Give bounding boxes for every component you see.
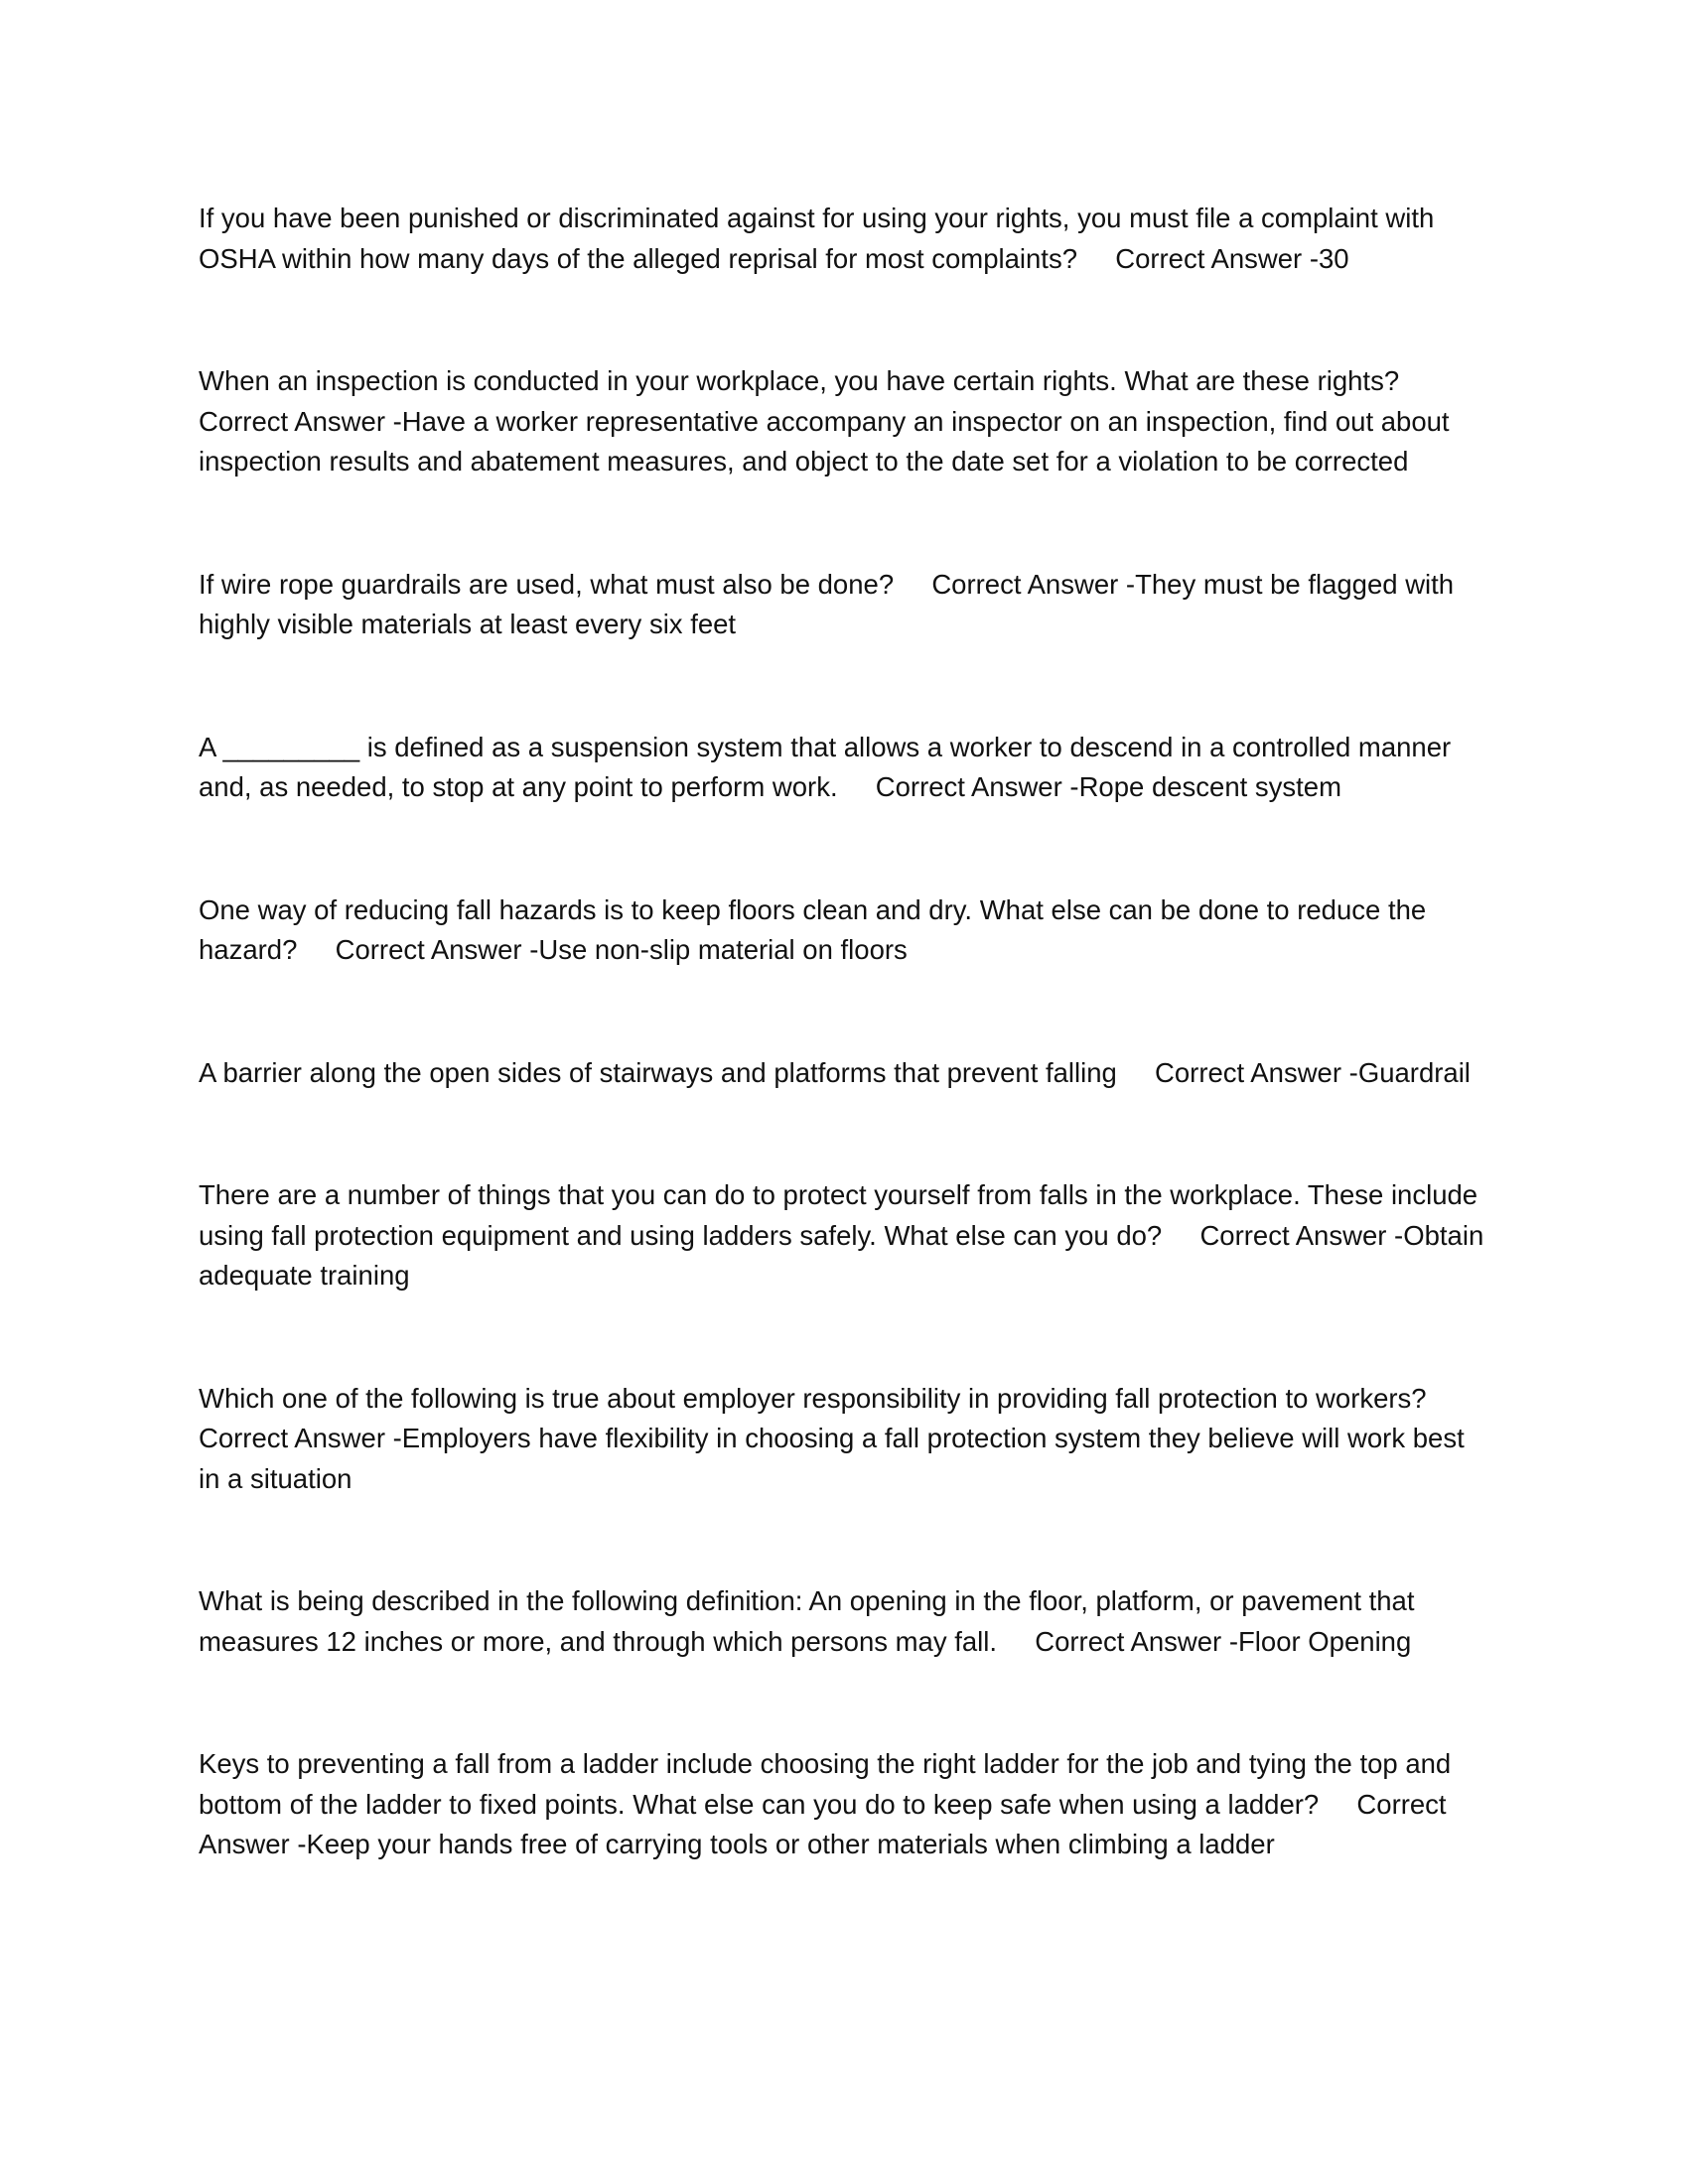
answer-text: Obtain adequate training — [199, 1219, 1491, 1291]
question-text: Which one of the following is true about employer responsibility in providing fall protection to workers? — [199, 1382, 1427, 1414]
qa-item — [199, 565, 1489, 645]
answer-text: Rope descent system — [1078, 771, 1341, 802]
answer-label: Correct Answer - — [1035, 1625, 1238, 1657]
answer-label: Correct Answer - — [199, 405, 402, 437]
question-text: If you have been punished or discriminated against for using your rights, you must file a complaint with OSHA within how many days of the alleged reprisal for most complaints? — [199, 203, 1442, 274]
question-text: There are a number of things that you can do to protect yourself from falls in the workplace. These include using fall protection equipment and using ladders safely. What else can you do? — [199, 1179, 1485, 1251]
question-text: When an inspection is conducted in your workplace, you have certain rights. What are these rights? — [199, 365, 1400, 396]
qa-item — [199, 1053, 1489, 1094]
answer-label: Correct Answer - — [1199, 1219, 1404, 1251]
question-text: Keys to preventing a fall from a ladder include choosing the right ladder for the job and tying the top and bottom of the ladder to fixed points. What else can you do to keep safe when using a ladder? — [199, 1748, 1459, 1820]
answer-label: Correct Answer - — [199, 1788, 1453, 1859]
qa-item — [199, 1744, 1489, 1865]
question-text: What is being described in the following definition: An opening in the floor, platform, or pavement that measures 12 inches or more, and through which persons may fall. — [199, 1585, 1423, 1657]
qa-item — [199, 728, 1489, 808]
answer-text: Guardrail — [1357, 1056, 1471, 1088]
question-text: A barrier along the open sides of stairways and platforms that prevent falling — [199, 1056, 1117, 1088]
answer-label: Correct Answer - — [875, 771, 1079, 802]
answer-label: Correct Answer - — [335, 934, 539, 965]
answer-text: Have a worker representative accompany an inspector on an inspection, find out about inspection results and abatement measures, and object to the date set for a violation to be corrected — [199, 405, 1458, 477]
qa-item — [199, 1175, 1489, 1297]
answer-text: They must be flagged with highly visible materials at least every six feet — [199, 568, 1462, 639]
qa-item — [199, 890, 1489, 971]
answer-text: Use non-slip material on floors — [538, 934, 908, 965]
answer-label: Correct Answer - — [931, 568, 1136, 600]
answer-label: Correct Answer - — [1115, 242, 1319, 274]
answer-text: Employers have flexibility in choosing a fall protection system they believe will work best in a situation — [199, 1423, 1473, 1494]
question-text: If wire rope guardrails are used, what must also be done? — [199, 568, 895, 600]
answer-text: Floor Opening — [1238, 1625, 1412, 1657]
answer-text: 30 — [1318, 242, 1349, 274]
qa-item — [199, 1581, 1489, 1662]
qa-item — [199, 199, 1489, 279]
answer-text: Keep your hands free of carrying tools or other materials when climbing a ladder — [306, 1829, 1275, 1859]
answer-label: Correct Answer - — [1155, 1056, 1358, 1088]
answer-label: Correct Answer - — [199, 1423, 402, 1453]
question-text: One way of reducing fall hazards is to keep floors clean and dry. What else can be done to reduce the hazard? — [199, 893, 1434, 965]
question-text: A _________ is defined as a suspension system that allows a worker to descend in a controlled manner and, as needed, to stop at any point to perform work. — [199, 731, 1459, 802]
qa-item — [199, 1379, 1489, 1500]
qa-list — [199, 199, 1489, 1948]
qa-item — [199, 361, 1489, 482]
